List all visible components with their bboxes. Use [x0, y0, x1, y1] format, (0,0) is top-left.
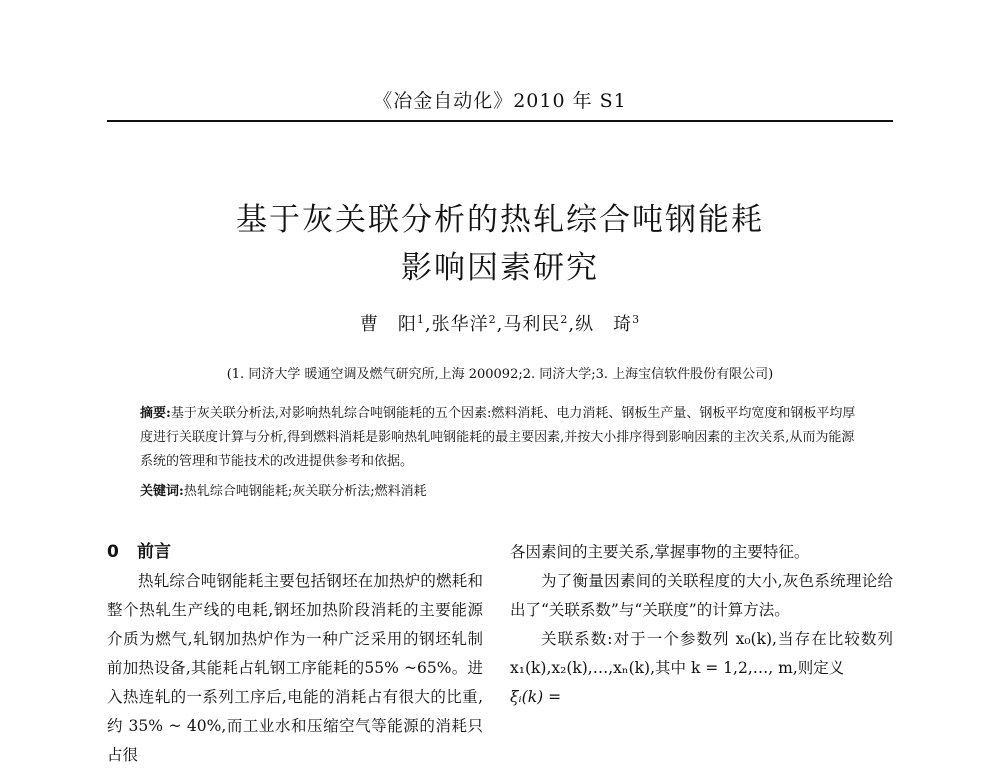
- abstract-label: 摘要:: [140, 406, 171, 421]
- abstract-text: 基于灰关联分析法,对影响热轧综合吨钢能耗的五个因素:燃料消耗、电力消耗、钢板生产量、钢板平均宽度和钢板平均厚度进行关联度计算与分析,得到燃料消耗是影响热轧吨钢能耗的最主要因素,并按大小排序得到影响因素的主次关系,从而为能源系统的管理和节能技术的改进提供参考和依据。: [140, 406, 856, 469]
- paper-title: [0, 196, 1000, 292]
- author-list: 曹 阳$^1$,张华洋$^2$,马利民$^2$,纵 琦$^3$: [359, 313, 641, 335]
- running-header: 《冶金自动化》2010 年 S1: [373, 90, 627, 112]
- author-name: 马利民: [503, 314, 561, 335]
- author-affiliation-mark: 2: [488, 313, 497, 326]
- body-paragraph: 热轧综合吨钢能耗主要包括钢坯在加热炉的燃耗和整个热轧生产线的电耗,钢坯加热阶段消耗的主要能源介质为燃气,轧钢加热炉作为一种广泛采用的钢坯轧制前加热设备,其能耗占轧钢工序能耗的55% ~65%。进入热连轧的一系列工序后,电能的消耗占有很大的比重,约 35% ~ 40%,而工业水和压缩空气等能源的消耗只占很: [107, 572, 483, 764]
- right-column: [510, 538, 893, 712]
- title-line-2: 影响因素研究: [401, 250, 599, 286]
- section-number: 0: [107, 542, 119, 562]
- formula-start: ξᵢ(k) =: [510, 688, 562, 706]
- author-affiliation-mark: 1: [416, 313, 425, 326]
- keywords-label: 关键词:: [140, 484, 184, 499]
- author-name: 曹 阳: [359, 314, 417, 335]
- author-name: 纵 琦: [575, 314, 633, 335]
- section-heading: [107, 538, 483, 567]
- section-title: 前言: [137, 542, 171, 562]
- keywords-text: 热轧综合吨钢能耗;灰关联分析法;燃料消耗: [183, 484, 427, 499]
- body-paragraph-definition: 关联系数:对于一个参数列 x₀(k),当存在比较数列 x₁(k),x₂(k),…,xₙ(k),其中 k = 1,2,…, m,则定义: [510, 630, 893, 677]
- header-rule: [107, 120, 893, 122]
- author-affiliation-mark: 2: [560, 313, 569, 326]
- abstract: [140, 402, 860, 474]
- title-line-1: 基于灰关联分析的热轧综合吨钢能耗: [236, 202, 764, 238]
- body-paragraph: 为了衡量因素间的关联程度的大小,灰色系统理论给出了“关联系数”与“关联度”的计算方法。: [510, 572, 893, 619]
- affiliations: (1. 同济大学 暖通空调及燃气研究所,上海 200092;2. 同济大学;3. 上海宝信软件股份有限公司): [226, 367, 774, 382]
- left-column: [107, 538, 483, 770]
- keywords: [140, 480, 860, 504]
- author-affiliation-mark: 3: [632, 313, 641, 326]
- author-name: 张华洋: [431, 314, 489, 335]
- body-paragraph-continued: 各因素间的主要关系,掌握事物的主要特征。: [510, 543, 810, 561]
